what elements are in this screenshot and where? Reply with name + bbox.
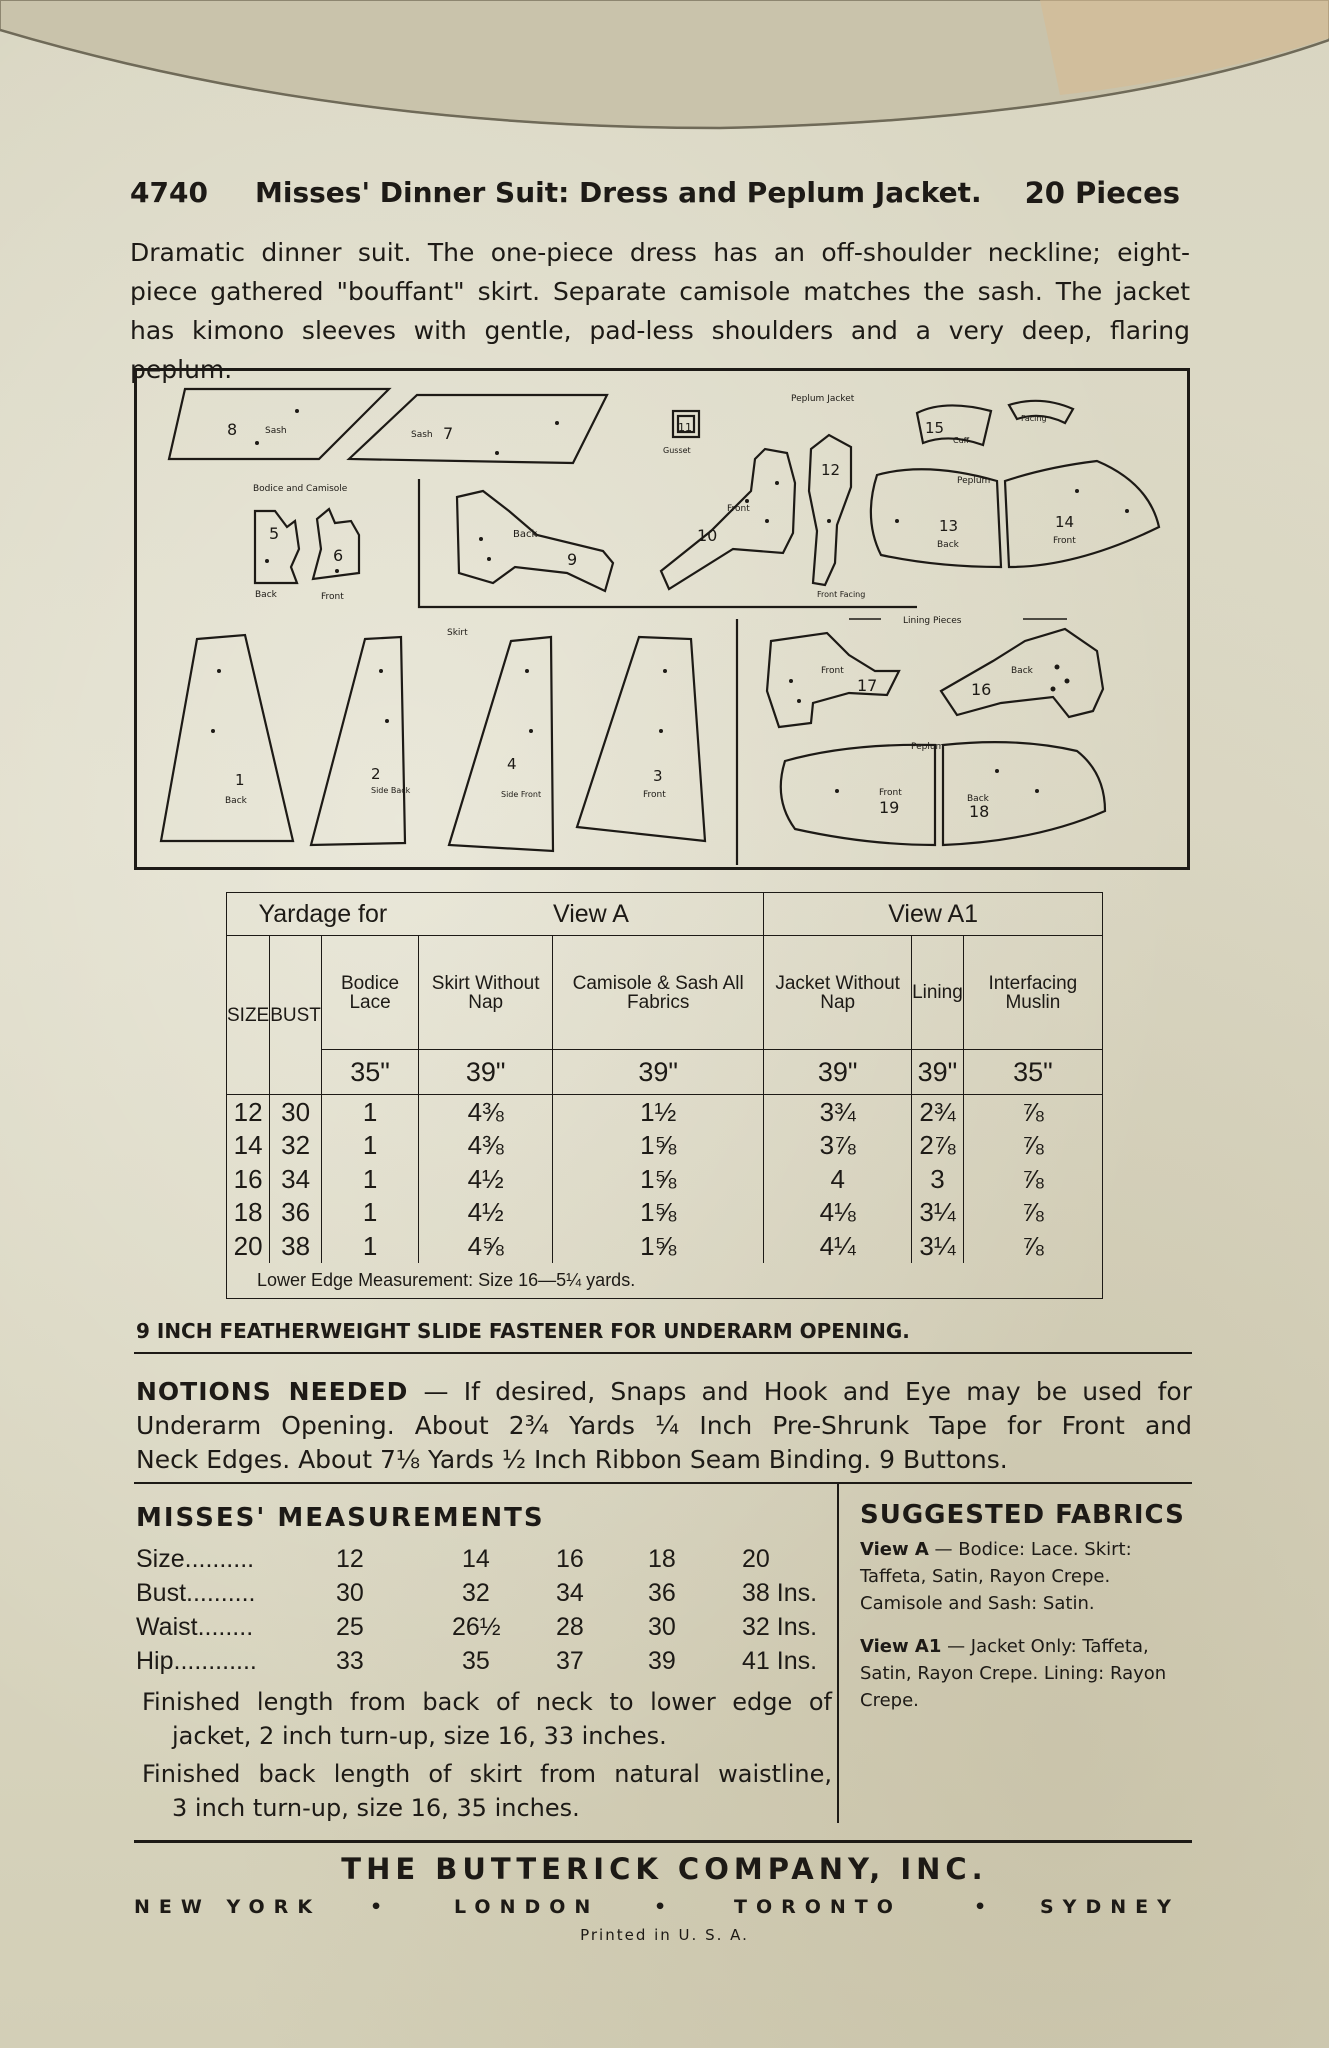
piece-19-lining-peplum-front bbox=[781, 745, 935, 845]
label-front: Front bbox=[821, 666, 844, 676]
table-cell: 4¼ bbox=[764, 1230, 912, 1264]
table-cell: 1⅝ bbox=[553, 1162, 764, 1196]
measurement-value: 20 bbox=[742, 1545, 770, 1573]
piece-12-front-facing bbox=[809, 435, 851, 585]
table-row bbox=[227, 1129, 1102, 1163]
label-peplum: Peplum bbox=[911, 742, 945, 752]
skirt-length-note bbox=[142, 1757, 832, 1825]
fastener-note: 9 INCH FEATHERWEIGHT SLIDE FASTENER FOR UNDERARM OPENING. bbox=[136, 1319, 910, 1343]
note-line: Finished length from back of neck to lower edge of bbox=[142, 1688, 832, 1716]
label-front: Front bbox=[879, 788, 902, 798]
table-cell: 36 bbox=[270, 1196, 322, 1230]
fabric-view-a bbox=[860, 1536, 1193, 1617]
table-row bbox=[227, 1196, 1102, 1230]
table-cell: 32 bbox=[270, 1129, 322, 1163]
table-cell: 30 bbox=[270, 1095, 322, 1129]
col-header-interfacing: Interfacing Muslin bbox=[963, 936, 1102, 1050]
envelope-flap bbox=[0, 0, 1329, 150]
piece-number-18: 18 bbox=[969, 802, 990, 821]
table-cell: 3¼ bbox=[912, 1196, 964, 1230]
fabric-view-label: View A1 bbox=[860, 1636, 942, 1657]
measurement-value: 16 bbox=[556, 1545, 584, 1573]
label-back: Back bbox=[967, 794, 989, 804]
table-cell: ⅞ bbox=[963, 1129, 1102, 1163]
table-cell: 4⅜ bbox=[419, 1129, 553, 1163]
company-name: THE BUTTERICK COMPANY, INC. bbox=[341, 1852, 988, 1886]
measurements-section bbox=[136, 1503, 832, 1822]
col-header-skirt: Skirt Without Nap bbox=[419, 936, 553, 1050]
label-back: Back bbox=[937, 540, 959, 550]
label-back: Back bbox=[255, 590, 277, 600]
measurement-value: 12 bbox=[336, 1545, 364, 1573]
label-bodice-camisole: Bodice and Camisole bbox=[253, 484, 348, 494]
measurement-value: 35 bbox=[462, 1647, 490, 1675]
measurement-value: 28 bbox=[556, 1613, 584, 1641]
measurement-value: 39 bbox=[648, 1647, 676, 1675]
measurement-value: 18 bbox=[648, 1545, 676, 1573]
piece-number-16: 16 bbox=[971, 680, 992, 699]
table-cell: 1 bbox=[321, 1230, 418, 1264]
description-line: has kimono sleeves with gentle, pad-less shoulders and a very deep, flaring peplum. bbox=[130, 316, 1190, 384]
piece-number-15: 15 bbox=[925, 419, 945, 437]
header bbox=[130, 176, 1180, 220]
measurement-row bbox=[136, 1545, 836, 1579]
measurements-title: MISSES' MEASUREMENTS bbox=[136, 1503, 545, 1533]
measurement-value: 32 Ins. bbox=[742, 1613, 818, 1641]
measurement-value: 32 bbox=[462, 1579, 490, 1607]
measurement-value: 30 bbox=[648, 1613, 676, 1641]
piece-8-sash bbox=[169, 389, 389, 459]
label-lining-pieces: Lining Pieces bbox=[903, 616, 962, 626]
pattern-pieces-svg bbox=[137, 371, 1187, 867]
piece-number-2: 2 bbox=[371, 765, 381, 783]
label-peplum-jacket: Peplum Jacket bbox=[791, 394, 855, 404]
col-header-lining: Lining bbox=[912, 936, 964, 1050]
table-cell: 12 bbox=[227, 1095, 270, 1129]
pattern-pieces-diagram bbox=[134, 368, 1190, 870]
measurement-value: 33 bbox=[336, 1647, 364, 1675]
label-front: Front bbox=[1053, 536, 1076, 546]
piece-number-8: 8 bbox=[227, 420, 238, 439]
view-a1-heading: View A1 bbox=[764, 893, 1102, 936]
company-cities bbox=[134, 1896, 1190, 1926]
table-cell: 3¼ bbox=[912, 1230, 964, 1264]
measurement-row bbox=[136, 1579, 836, 1613]
description-line: piece gathered "bouffant" skirt. Separate camisole matches the sash. The jacket bbox=[130, 277, 1190, 306]
col-header-camisole-sash: Camisole & Sash All Fabrics bbox=[553, 936, 764, 1050]
note-line: 3 inch turn-up, size 16, 35 inches. bbox=[172, 1794, 580, 1822]
label-peplum: Peplum bbox=[957, 476, 991, 486]
measurement-value: 30 bbox=[336, 1579, 364, 1607]
label-front-facing: Front Facing bbox=[817, 590, 866, 599]
table-cell: 38 bbox=[270, 1230, 322, 1264]
piece-label-sash: Sash bbox=[411, 430, 433, 440]
city: NEW YORK bbox=[134, 1896, 322, 1918]
table-cell: 20 bbox=[233, 1230, 263, 1261]
piece-number-10: 10 bbox=[697, 526, 718, 545]
table-cell: 4⅜ bbox=[419, 1095, 553, 1129]
table-cell: 1⅝ bbox=[553, 1230, 764, 1264]
label-gusset: Gusset bbox=[663, 446, 691, 455]
piece-7-sash bbox=[349, 395, 607, 463]
table-row bbox=[227, 1095, 1102, 1129]
piece-number-5: 5 bbox=[269, 524, 280, 543]
piece-3-skirt-front bbox=[577, 637, 705, 841]
fabric-width: 39" bbox=[764, 1050, 912, 1095]
table-cell: ⅞ bbox=[963, 1162, 1102, 1196]
measurement-label: Waist........ bbox=[136, 1613, 254, 1641]
pattern-number: 4740 bbox=[130, 176, 208, 209]
piece-9-jacket-back bbox=[457, 491, 613, 591]
col-header-jacket: Jacket Without Nap bbox=[764, 936, 912, 1050]
piece-number-7: 7 bbox=[443, 424, 454, 443]
piece-5-bodice-back bbox=[255, 511, 299, 583]
piece-number-9: 9 bbox=[567, 550, 578, 569]
label-side-back: Side Back bbox=[371, 786, 411, 795]
fabric-width: 39" bbox=[912, 1050, 964, 1095]
label-front: Front bbox=[321, 592, 344, 602]
table-cell: ⅞ bbox=[963, 1196, 1102, 1230]
piece-6-bodice-front bbox=[313, 509, 359, 579]
table-cell: 3 bbox=[912, 1162, 964, 1196]
piece-number-13: 13 bbox=[939, 517, 959, 535]
piece-number-12: 12 bbox=[821, 461, 841, 479]
yardage-table bbox=[227, 893, 1102, 1298]
piece-14-peplum-front bbox=[1005, 461, 1159, 567]
notions-section bbox=[136, 1375, 1192, 1477]
measurement-value: 41 Ins. bbox=[742, 1647, 818, 1675]
table-cell: 4⅛ bbox=[764, 1196, 912, 1230]
table-row bbox=[227, 1230, 1102, 1264]
fabric-width: 39" bbox=[419, 1050, 553, 1095]
measurement-row bbox=[136, 1647, 836, 1681]
piece-number-19: 19 bbox=[879, 798, 900, 817]
city-separator: • bbox=[974, 1896, 996, 1918]
table-cell: 16 bbox=[233, 1163, 263, 1194]
fabrics-title: SUGGESTED FABRICS bbox=[860, 1500, 1185, 1530]
piece-17-lining-front bbox=[767, 633, 899, 727]
measurement-value: 34 bbox=[556, 1579, 584, 1607]
city: LONDON bbox=[454, 1896, 600, 1918]
city-separator: • bbox=[654, 1896, 676, 1918]
pattern-title: Misses' Dinner Suit: Dress and Peplum Jacket. bbox=[255, 176, 982, 209]
city: SYDNEY bbox=[1040, 1896, 1180, 1918]
column-divider bbox=[837, 1483, 839, 1823]
description bbox=[130, 233, 1190, 389]
table-cell: 14 bbox=[233, 1130, 263, 1161]
note-line: Finished back length of skirt from natural waistline, bbox=[142, 1760, 832, 1788]
piece-number-17: 17 bbox=[857, 676, 878, 695]
col-header-bodice-lace: Bodice Lace bbox=[321, 936, 418, 1050]
piece-10-jacket-front bbox=[661, 449, 795, 589]
table-cell: 3⅞ bbox=[764, 1129, 912, 1163]
fabric-view-a1 bbox=[860, 1633, 1193, 1714]
yardage-title: Yardage for bbox=[227, 893, 419, 936]
table-cell: 1½ bbox=[553, 1095, 764, 1129]
measurement-value: 37 bbox=[556, 1647, 584, 1675]
table-cell: 2¾ bbox=[912, 1095, 964, 1129]
divider-rule bbox=[134, 1482, 1192, 1484]
finished-length-note bbox=[142, 1685, 832, 1753]
pieces-count: 20 Pieces bbox=[1024, 176, 1180, 210]
measurement-label: Bust.......... bbox=[136, 1579, 256, 1607]
piece-1-skirt-back bbox=[161, 635, 293, 841]
piece-number-14: 14 bbox=[1055, 513, 1075, 531]
measurement-label: Size.......... bbox=[136, 1545, 255, 1573]
fabric-width: 35" bbox=[321, 1050, 418, 1095]
table-cell: 1 bbox=[321, 1196, 418, 1230]
label-facing: Facing bbox=[1021, 414, 1047, 423]
col-header-size: SIZE bbox=[227, 1004, 270, 1026]
table-row bbox=[227, 1162, 1102, 1196]
fabric-view-text: — Bodice: Lace. Skirt: Taffeta, Satin, Rayon Crepe. Camisole and Sash: Satin. bbox=[860, 1539, 1132, 1614]
label-skirt: Skirt bbox=[447, 628, 468, 638]
table-cell: 4⅝ bbox=[419, 1230, 553, 1264]
fabric-view-text: — Jacket Only: Taffeta, Satin, Rayon Crepe. Lining: Rayon Crepe. bbox=[860, 1636, 1167, 1711]
table-cell: 34 bbox=[270, 1162, 322, 1196]
notions-text: Neck Edges. About 7⅛ Yards ½ Inch Ribbon Seam Binding. 9 Buttons. bbox=[136, 1445, 1008, 1474]
table-cell: 1⅝ bbox=[553, 1196, 764, 1230]
suggested-fabrics bbox=[860, 1500, 1193, 1714]
city-separator: • bbox=[370, 1896, 392, 1918]
table-cell: 1 bbox=[321, 1095, 418, 1129]
table-cell: 1 bbox=[321, 1162, 418, 1196]
col-header-bust: BUST bbox=[270, 936, 322, 1095]
piece-label-sash: Sash bbox=[265, 426, 287, 436]
label-back: Back bbox=[1011, 666, 1033, 676]
city: TORONTO bbox=[734, 1896, 902, 1918]
table-cell: 18 bbox=[233, 1197, 263, 1228]
notions-text: — If desired, Snaps and Hook and Eye may be used for bbox=[423, 1377, 1192, 1406]
piece-number-11: 11 bbox=[678, 421, 692, 434]
printed-in: Printed in U. S. A. bbox=[580, 1926, 749, 1944]
table-cell: 4½ bbox=[419, 1162, 553, 1196]
fabric-view-label: View A bbox=[860, 1539, 929, 1560]
measurement-value: 26½ bbox=[452, 1613, 501, 1641]
view-a-heading: View A bbox=[419, 893, 764, 936]
fabric-width: 35" bbox=[963, 1050, 1102, 1095]
piece-number-1: 1 bbox=[235, 771, 245, 789]
measurement-label: Hip............ bbox=[136, 1647, 257, 1675]
label-front: Front bbox=[727, 504, 750, 514]
table-cell: ⅞ bbox=[963, 1095, 1102, 1129]
label-cuff: Cuff bbox=[953, 436, 970, 445]
table-cell: 1 bbox=[321, 1129, 418, 1163]
table-cell: 2⅞ bbox=[912, 1129, 964, 1163]
piece-4-skirt-side-front bbox=[449, 637, 553, 851]
lower-edge-note: Lower Edge Measurement: Size 16—5¼ yards. bbox=[257, 1270, 636, 1291]
measurement-value: 38 Ins. bbox=[742, 1579, 818, 1607]
piece-number-6: 6 bbox=[333, 546, 344, 565]
yardage-chart bbox=[226, 892, 1103, 1299]
measurement-value: 36 bbox=[648, 1579, 676, 1607]
table-cell: 4½ bbox=[419, 1196, 553, 1230]
label-front: Front bbox=[643, 790, 666, 800]
note-line: jacket, 2 inch turn-up, size 16, 33 inches. bbox=[172, 1722, 667, 1750]
piece-number-4: 4 bbox=[507, 755, 517, 773]
measurement-value: 14 bbox=[462, 1545, 490, 1573]
measurement-value: 25 bbox=[336, 1613, 364, 1641]
table-cell: ⅞ bbox=[963, 1230, 1102, 1264]
label-back: Back bbox=[225, 796, 247, 806]
notions-heading: NOTIONS NEEDED bbox=[136, 1377, 409, 1406]
notions-text: Underarm Opening. About 2¾ Yards ¼ Inch Pre-Shrunk Tape for Front and bbox=[136, 1411, 1192, 1440]
description-line: Dramatic dinner suit. The one-piece dress has an off-shoulder neckline; eight- bbox=[130, 238, 1190, 267]
piece-2-skirt-side-back bbox=[311, 637, 405, 845]
measurement-row bbox=[136, 1613, 836, 1647]
fabric-width: 39" bbox=[553, 1050, 764, 1095]
piece-number-3: 3 bbox=[653, 767, 663, 785]
table-cell: 3¾ bbox=[764, 1095, 912, 1129]
divider-rule bbox=[134, 1352, 1192, 1354]
label-back: Back bbox=[513, 529, 538, 540]
divider-rule bbox=[134, 1840, 1192, 1843]
table-cell: 4 bbox=[764, 1162, 912, 1196]
table-cell: 1⅝ bbox=[553, 1129, 764, 1163]
label-side-front: Side Front bbox=[501, 790, 542, 799]
